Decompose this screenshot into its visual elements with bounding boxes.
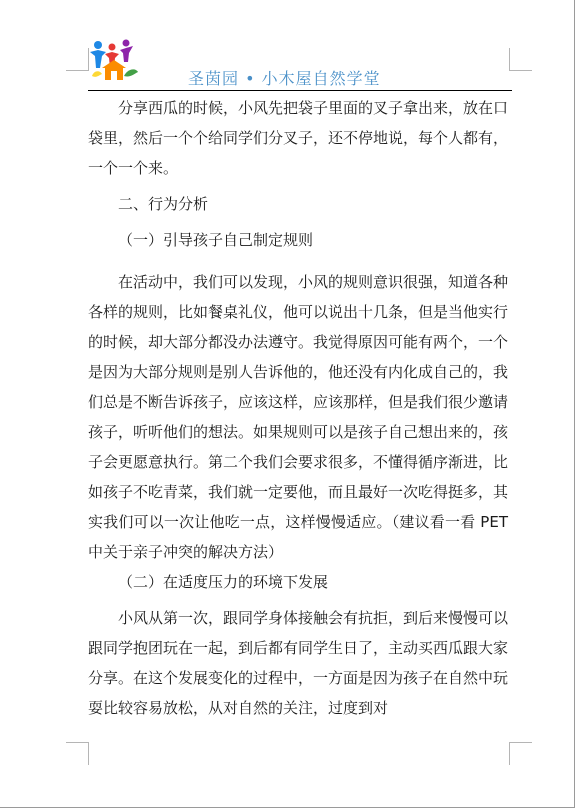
site-title: 圣茵园 • 小木屋自然学堂 <box>188 69 381 88</box>
crop-mark-bottom-left <box>66 742 89 765</box>
subsection-heading-1: （一）引导孩子自己制定规则 <box>118 231 314 249</box>
page-header <box>88 38 528 90</box>
paragraph-development: 小风从第一次，跟同学身体接触会有抗拒，到后来慢慢可以跟同学抱团玩在一起，到后都有同学生日了，主动买西瓜跟大家分享。在这个发展变化的过程中，一方面是因为孩子在自然中玩耍比较容易放松，从对自然的关注，过度到对 <box>88 609 509 717</box>
paragraph-rules: 在活动中，我们可以发现，小风的规则意识很强，知道各种各样的规则，比如餐桌礼仪，他可以说出十几条，但是当他实行的时候，却大部分都没办法遵守。我觉得原因可能有两个，一个是因为大部分规则是别人告诉他的，他还没有内化成自己的，我们总是不断告诉孩子，应该这样，应该那样，但是我们很少邀请孩子，听听他们的想法。如果规则可以是孩子自己想出来的，孩子会更愿意执行。第二个我们会要求很多，不懂得循序渐进，比如孩子不吃青菜，我们就一定要他，而且最好一次吃得挺多，其实我们可以一次让他吃一点，这样慢慢适应。（建议看一看 PET 中关于亲子冲突的解决方法） <box>88 273 509 561</box>
paragraph-intro: 分享西瓜的时候，小风先把袋子里面的叉子拿出来，放在口袋里，然后一个个给同学们分叉子，还不停地说，每个人都有，一个一个来。 <box>88 99 509 177</box>
crop-mark-bottom-right <box>509 742 532 765</box>
family-house-logo-icon <box>88 38 140 84</box>
section-heading: 二、行为分析 <box>118 195 209 213</box>
crop-mark-top-left <box>66 48 89 71</box>
subsection-heading-2: （二）在适度压力的环境下发展 <box>118 573 329 591</box>
header-rule <box>88 90 512 91</box>
document-body <box>88 93 508 723</box>
